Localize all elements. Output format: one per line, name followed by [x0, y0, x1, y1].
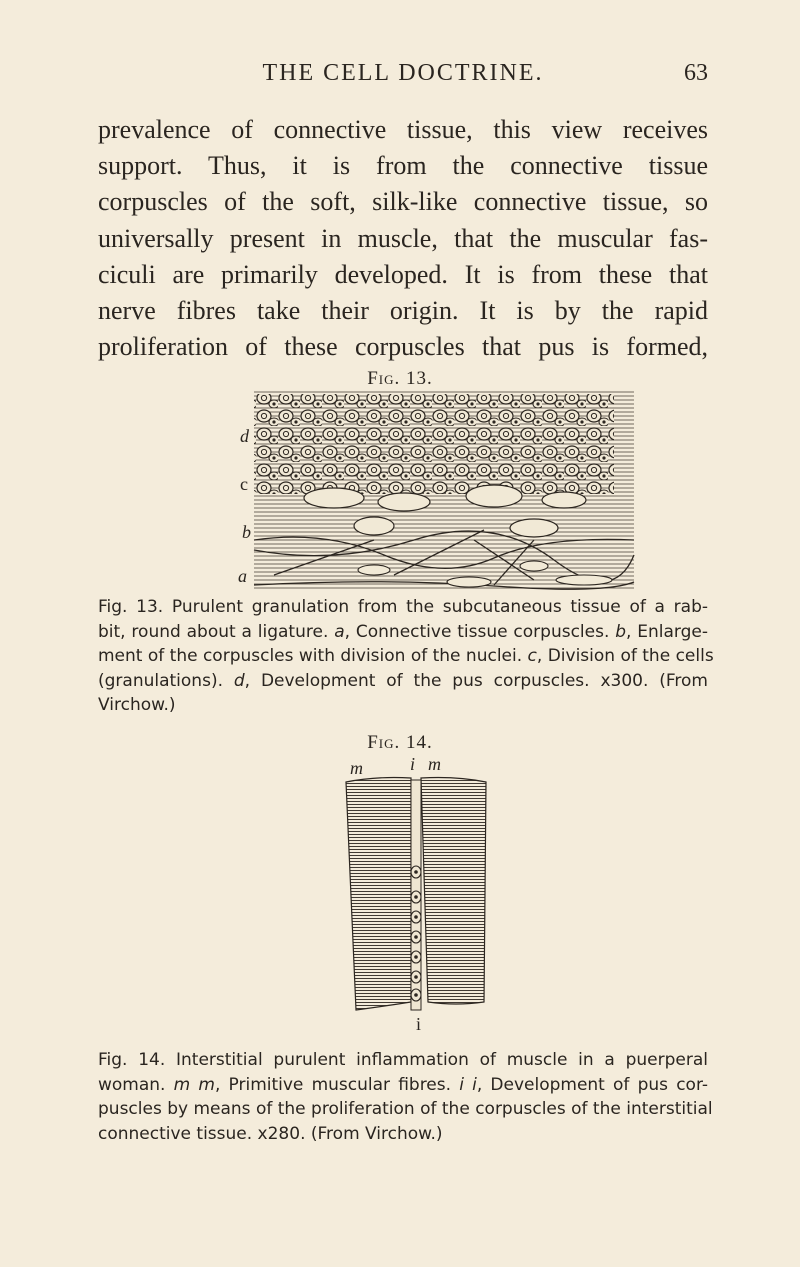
figure-14-caption [98, 1048, 713, 1146]
caption-text: , Connective tissue corpuscles. [344, 621, 616, 642]
caption-figure-letter: m m [173, 1074, 215, 1095]
fig13-letter-b: b [242, 522, 251, 542]
caption-text: ment of the corpuscles with division of the nuclei. [98, 646, 528, 666]
caption-line [98, 1122, 708, 1147]
fig14-letter-m-right: m [428, 754, 441, 774]
fig13-letter-a: a [238, 566, 247, 586]
body-paragraph [98, 112, 708, 365]
figure-13-caption [98, 595, 714, 718]
caption-text: bit, round about a ligature. [98, 621, 335, 642]
body-line: proliferation of these corpuscles that pus is formed, [98, 332, 708, 362]
caption-text: (granulations). [98, 670, 234, 691]
caption-text: Fig. 14. Interstitial purulent inflammation of muscle in a puerperal [98, 1050, 708, 1070]
caption-line [98, 1073, 708, 1098]
caption-figure-letter: a [334, 621, 345, 642]
body-line: universally present in muscle, that the muscular fas- [98, 223, 708, 253]
caption-text: , Primitive muscular fibres. [214, 1074, 460, 1095]
fig13-letter-c: c [240, 474, 248, 494]
caption-figure-letter: b [615, 621, 627, 642]
body-line: ciculi are primarily developed. It is from these that [98, 259, 708, 289]
caption-figure-letter: c [527, 646, 537, 666]
figure-13-label: Fig. 13. [367, 368, 433, 389]
figure-13-illustration [234, 390, 654, 606]
caption-line [98, 1048, 708, 1073]
caption-line [98, 1097, 713, 1122]
body-line: prevalence of connective tissue, this view receives [98, 115, 708, 144]
fig14-letter-m-left: m [350, 758, 363, 778]
figure-14-illustration [316, 752, 516, 1042]
caption-line [98, 644, 714, 669]
caption-text: , Development of pus cor- [476, 1074, 708, 1095]
body-line: corpuscles of the soft, silk-like connective tissue, so [98, 187, 708, 217]
caption-text: , Development of the pus corpuscles. x300. (From [244, 670, 708, 691]
caption-figure-letter: i i [459, 1074, 477, 1095]
caption-text: Virchow.) [98, 695, 176, 715]
caption-line [98, 669, 708, 694]
caption-text: Fig. 13. Purulent granulation from the subcutaneous tissue of a rab- [98, 597, 708, 617]
page-number: 63 [684, 60, 708, 86]
body-line: nerve fibres take their origin. It is by the rapid [98, 296, 708, 326]
fig14-letter-i-top: i [410, 754, 416, 774]
caption-text: puscles by means of the proliferation of the corpuscles of the interstitial [98, 1099, 713, 1119]
caption-figure-letter: d [233, 670, 245, 691]
page-header [98, 60, 708, 96]
caption-line [98, 595, 708, 620]
caption-text: connective tissue. x280. (From Virchow.) [98, 1123, 443, 1144]
caption-line [98, 693, 708, 718]
figure-14-label: Fig. 14. [367, 732, 433, 753]
caption-line [98, 620, 708, 645]
fig14-letter-i-bottom: i [416, 1014, 422, 1034]
caption-text: , Division of the cells [536, 646, 714, 666]
caption-text: woman. [98, 1074, 174, 1095]
running-head: THE CELL DOCTRINE. [262, 60, 544, 86]
caption-text: , Enlarge- [626, 621, 708, 642]
fig13-letter-d: d [240, 426, 249, 446]
body-line: support. Thus, it is from the connective tissue [98, 151, 708, 181]
